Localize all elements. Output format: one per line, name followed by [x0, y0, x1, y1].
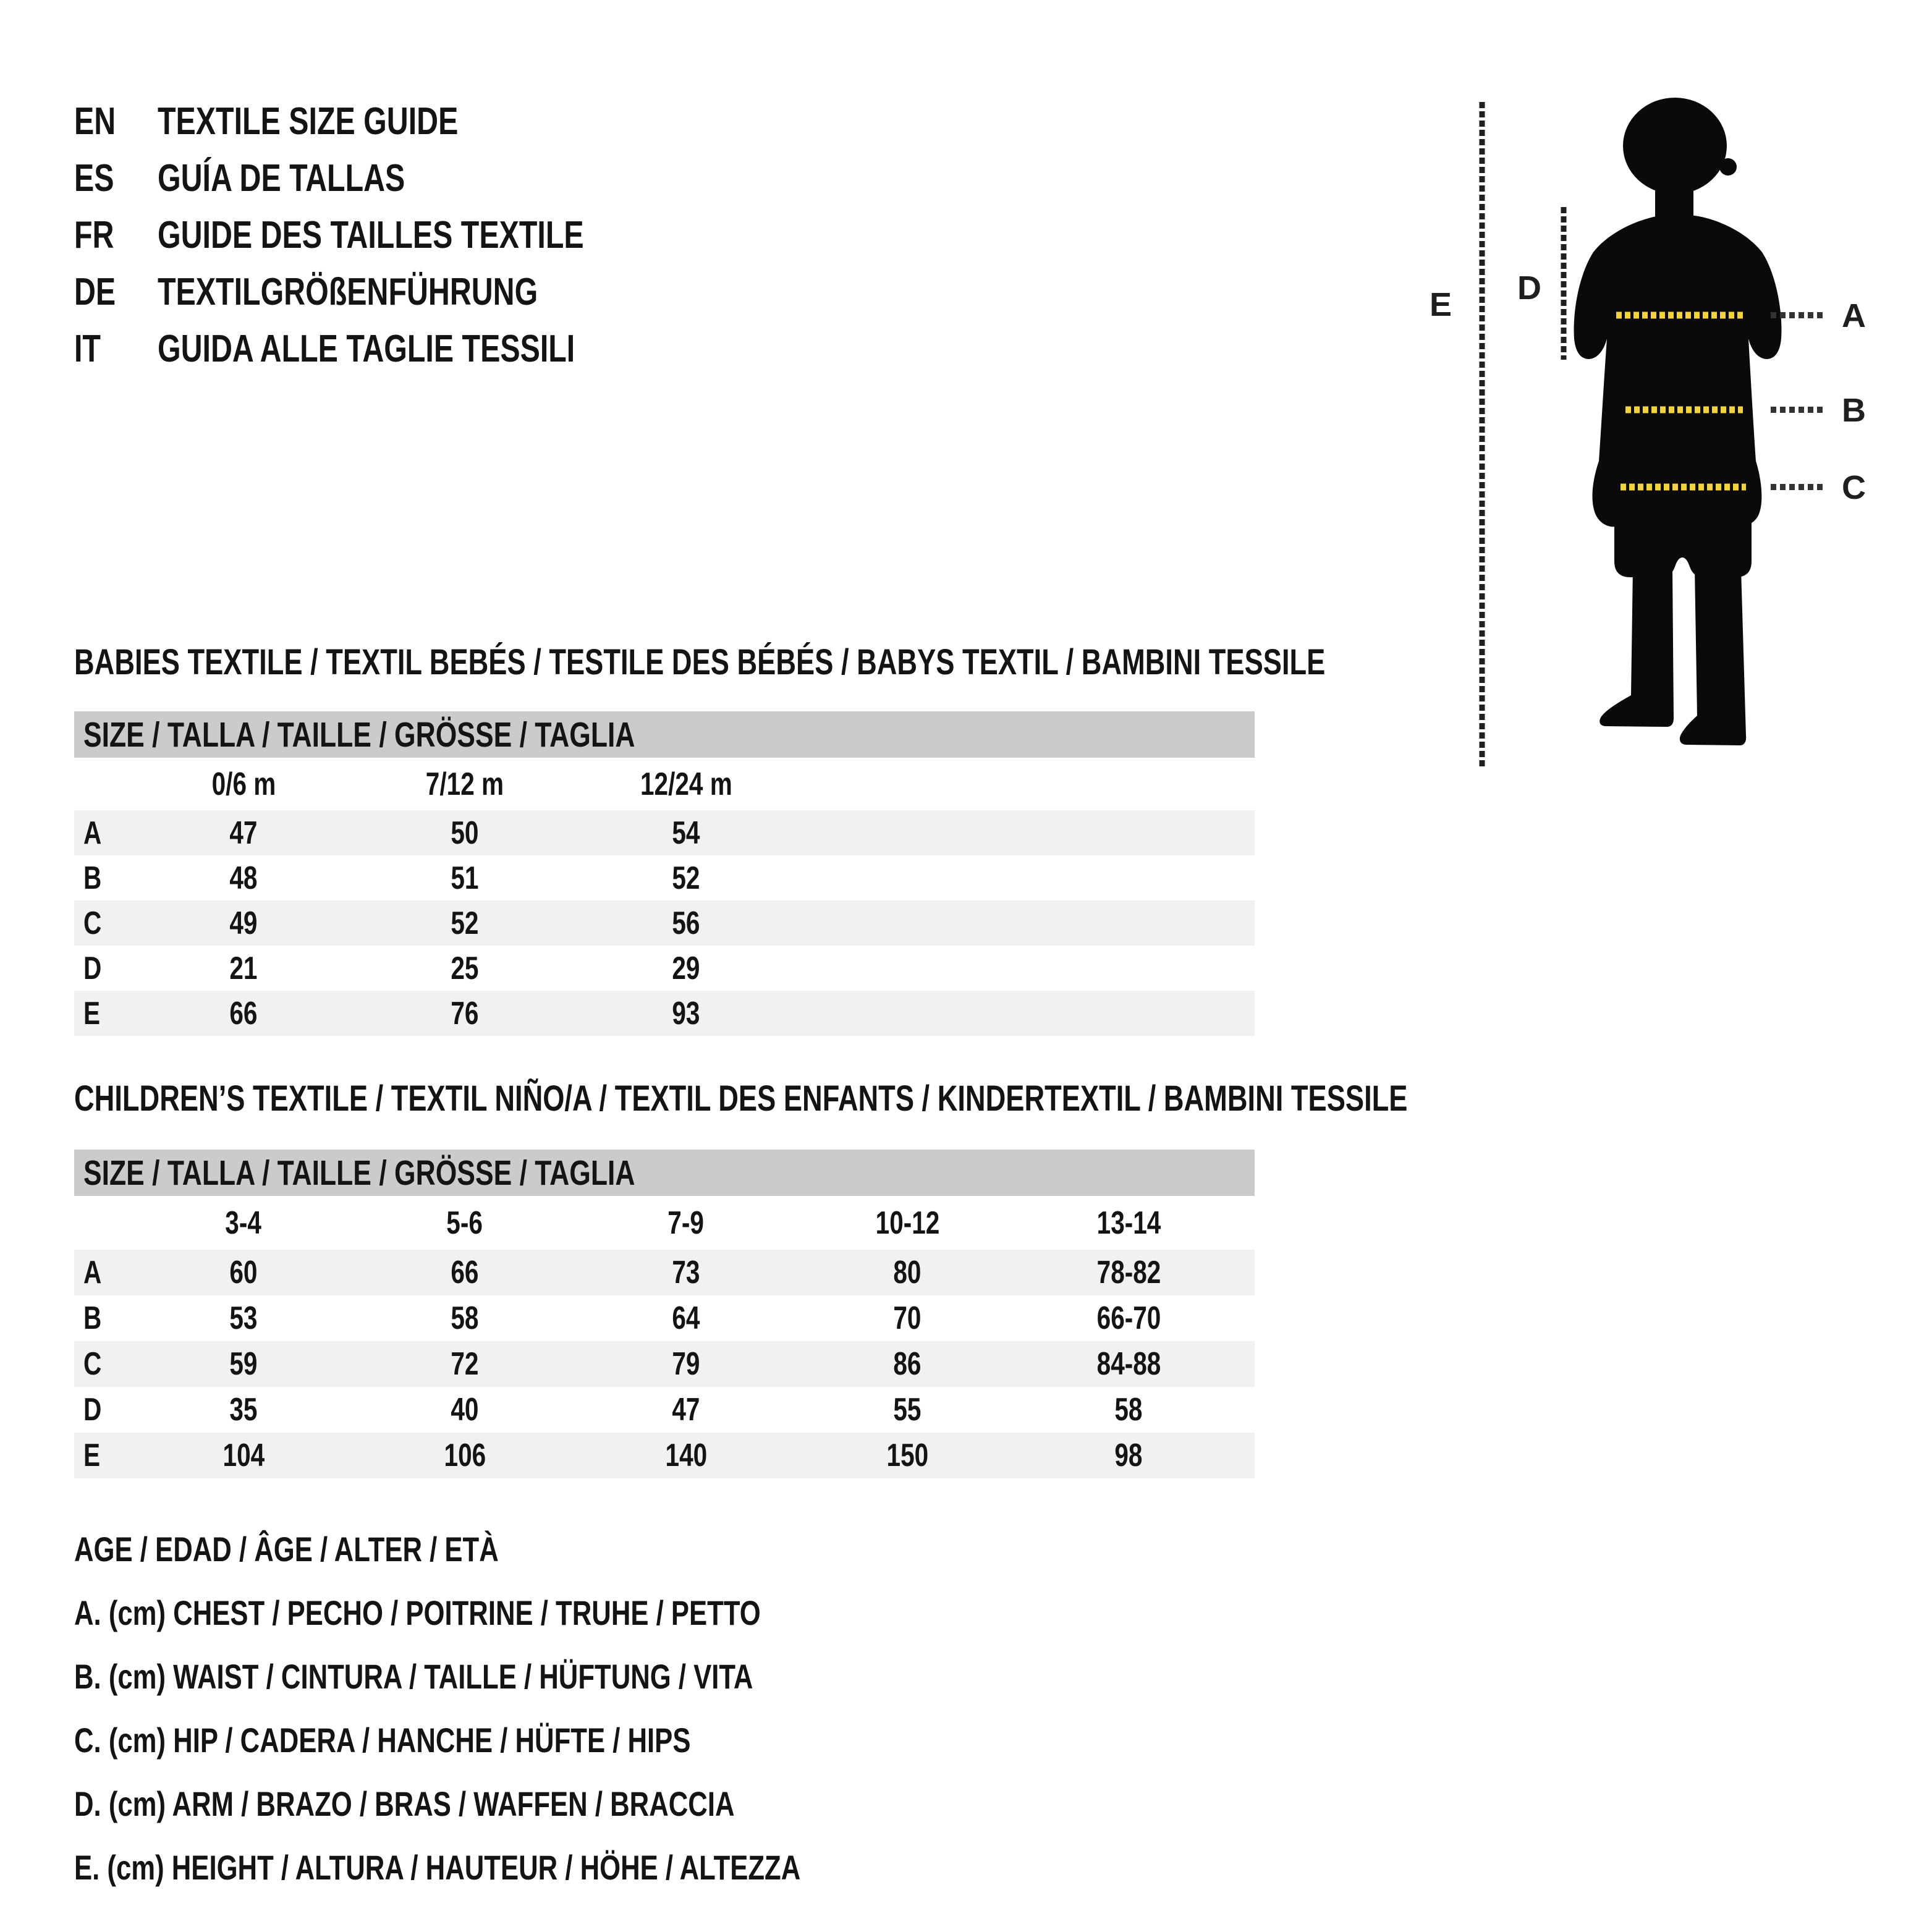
silhouette-neck	[1655, 179, 1693, 220]
figure-label-e: E	[1430, 286, 1452, 323]
babies-row-b	[74, 855, 1255, 900]
children-col-2: 7-9	[667, 1205, 705, 1241]
cell: 35	[229, 1392, 258, 1428]
silhouette-ear	[1719, 158, 1737, 176]
language-code-de: DE	[74, 270, 116, 313]
cell: 140	[665, 1438, 707, 1473]
silhouette-right-leg	[1680, 569, 1746, 745]
title-de: TEXTILGRÖßENFÜHRUNG	[158, 270, 538, 313]
cell: 52	[451, 905, 479, 941]
cell: 52	[672, 860, 700, 896]
cell: 70	[893, 1300, 922, 1336]
cell: 47	[229, 815, 258, 851]
silhouette-shorts	[1614, 501, 1752, 577]
cell: 49	[229, 905, 258, 941]
language-code-es: ES	[74, 156, 114, 200]
figure-label-c: C	[1842, 469, 1866, 506]
children-column-headers	[74, 1196, 1255, 1250]
cell: 58	[451, 1300, 479, 1336]
babies-col-2: 12/24 m	[640, 766, 732, 802]
language-code-fr: FR	[74, 213, 114, 256]
cell: 66	[451, 1255, 479, 1290]
legend-hip: C. (cm) HIP / CADERA / HANCHE / HÜFTE / HIPS	[74, 1720, 691, 1760]
header-row-fr	[74, 213, 704, 256]
legend-waist: B. (cm) WAIST / CINTURA / TAILLE / HÜFTUNG / VITA	[74, 1656, 753, 1696]
children-row-b	[74, 1295, 1255, 1341]
cell: 59	[229, 1346, 258, 1382]
cell: 53	[229, 1300, 258, 1336]
cell: 66-70	[1096, 1300, 1161, 1336]
cell: 55	[893, 1392, 922, 1428]
row-label: C	[83, 905, 102, 941]
cell: 80	[893, 1255, 922, 1290]
cell: 58	[1114, 1392, 1143, 1428]
babies-section-title: BABIES TEXTILE / TEXTIL BEBÉS / TESTILE DES BÉBÉS / BABYS TEXTIL / BAMBINI TESSILE	[74, 642, 1326, 682]
legend-chest: A. (cm) CHEST / PECHO / POITRINE / TRUHE / PETTO	[74, 1593, 761, 1632]
legend-height: E. (cm) HEIGHT / ALTURA / HAUTEUR / HÖHE / ALTEZZA	[74, 1847, 801, 1887]
children-col-4: 13-14	[1096, 1205, 1161, 1241]
babies-size-table	[74, 711, 1255, 1036]
cell: 150	[886, 1438, 928, 1473]
row-label: A	[83, 815, 102, 851]
cell: 79	[672, 1346, 700, 1382]
children-section-title: CHILDREN’S TEXTILE / TEXTIL NIÑO/A / TEXTIL DES ENFANTS / KINDERTEXTIL / BAMBINI TESSILE	[74, 1078, 1408, 1119]
cell: 86	[893, 1346, 922, 1382]
title-en: TEXTILE SIZE GUIDE	[158, 100, 459, 143]
language-code-en: EN	[74, 100, 116, 143]
header-row-en	[74, 100, 543, 143]
header-row-de	[74, 270, 645, 313]
header-row-es	[74, 156, 475, 200]
cell: 54	[672, 815, 700, 851]
cell: 29	[672, 950, 700, 986]
cell: 47	[672, 1392, 700, 1428]
babies-row-e	[74, 991, 1255, 1036]
babies-row-a	[74, 810, 1255, 855]
row-label: E	[83, 1438, 101, 1473]
babies-col-0: 0/6 m	[211, 766, 276, 802]
cell: 64	[672, 1300, 700, 1336]
row-label: E	[83, 995, 101, 1032]
language-code-it: IT	[74, 327, 101, 370]
cell: 48	[229, 860, 258, 896]
babies-table-header-bar: SIZE / TALLA / TAILLE / GRÖSSE / TAGLIA	[74, 711, 1255, 758]
children-row-e	[74, 1433, 1255, 1478]
children-col-1: 5-6	[446, 1205, 483, 1241]
children-table-header-bar: SIZE / TALLA / TAILLE / GRÖSSE / TAGLIA	[74, 1150, 1255, 1196]
header-row-it	[74, 329, 693, 368]
silhouette-shirt	[1574, 214, 1782, 527]
child-measurement-figure	[1409, 74, 1932, 816]
figure-label-b: B	[1842, 392, 1866, 429]
row-label: D	[83, 1392, 102, 1428]
cell: 25	[451, 950, 479, 986]
children-row-c	[74, 1341, 1255, 1387]
title-es: GUÍA DE TALLAS	[158, 156, 405, 200]
children-col-3: 10-12	[875, 1205, 939, 1241]
figure-label-a: A	[1842, 297, 1866, 334]
babies-col-1: 7/12 m	[425, 766, 504, 802]
babies-column-headers	[74, 758, 1255, 810]
cell: 78-82	[1096, 1255, 1161, 1290]
row-label: C	[83, 1346, 102, 1382]
children-row-d	[74, 1387, 1255, 1433]
figure-label-d: D	[1517, 269, 1541, 307]
cell: 66	[229, 995, 258, 1032]
children-row-a	[74, 1250, 1255, 1295]
cell: 93	[672, 995, 700, 1032]
cell: 98	[1114, 1438, 1143, 1473]
children-col-0: 3-4	[225, 1205, 262, 1241]
row-label: B	[83, 1300, 102, 1336]
cell: 73	[672, 1255, 700, 1290]
legend-arm: D. (cm) ARM / BRAZO / BRAS / WAFFEN / BRACCIA	[74, 1784, 735, 1823]
row-label: D	[83, 950, 102, 986]
cell: 104	[222, 1438, 265, 1473]
legend-age: AGE / EDAD / ÂGE / ALTER / ETÀ	[74, 1529, 499, 1569]
babies-row-d	[74, 946, 1255, 991]
cell: 50	[451, 815, 479, 851]
babies-row-c	[74, 900, 1255, 946]
cell: 72	[451, 1346, 479, 1382]
cell: 106	[444, 1438, 486, 1473]
cell: 21	[229, 950, 258, 986]
title-it: GUIDA ALLE TAGLIE TESSILI	[158, 327, 575, 370]
children-size-table	[74, 1150, 1255, 1478]
cell: 56	[672, 905, 700, 941]
cell: 84-88	[1096, 1346, 1161, 1382]
title-fr: GUIDE DES TAILLES TEXTILE	[158, 213, 584, 256]
cell: 40	[451, 1392, 479, 1428]
cell: 60	[229, 1255, 258, 1290]
cell: 51	[451, 860, 479, 896]
row-label: B	[83, 860, 102, 896]
row-label: A	[83, 1255, 102, 1290]
cell: 76	[451, 995, 479, 1032]
